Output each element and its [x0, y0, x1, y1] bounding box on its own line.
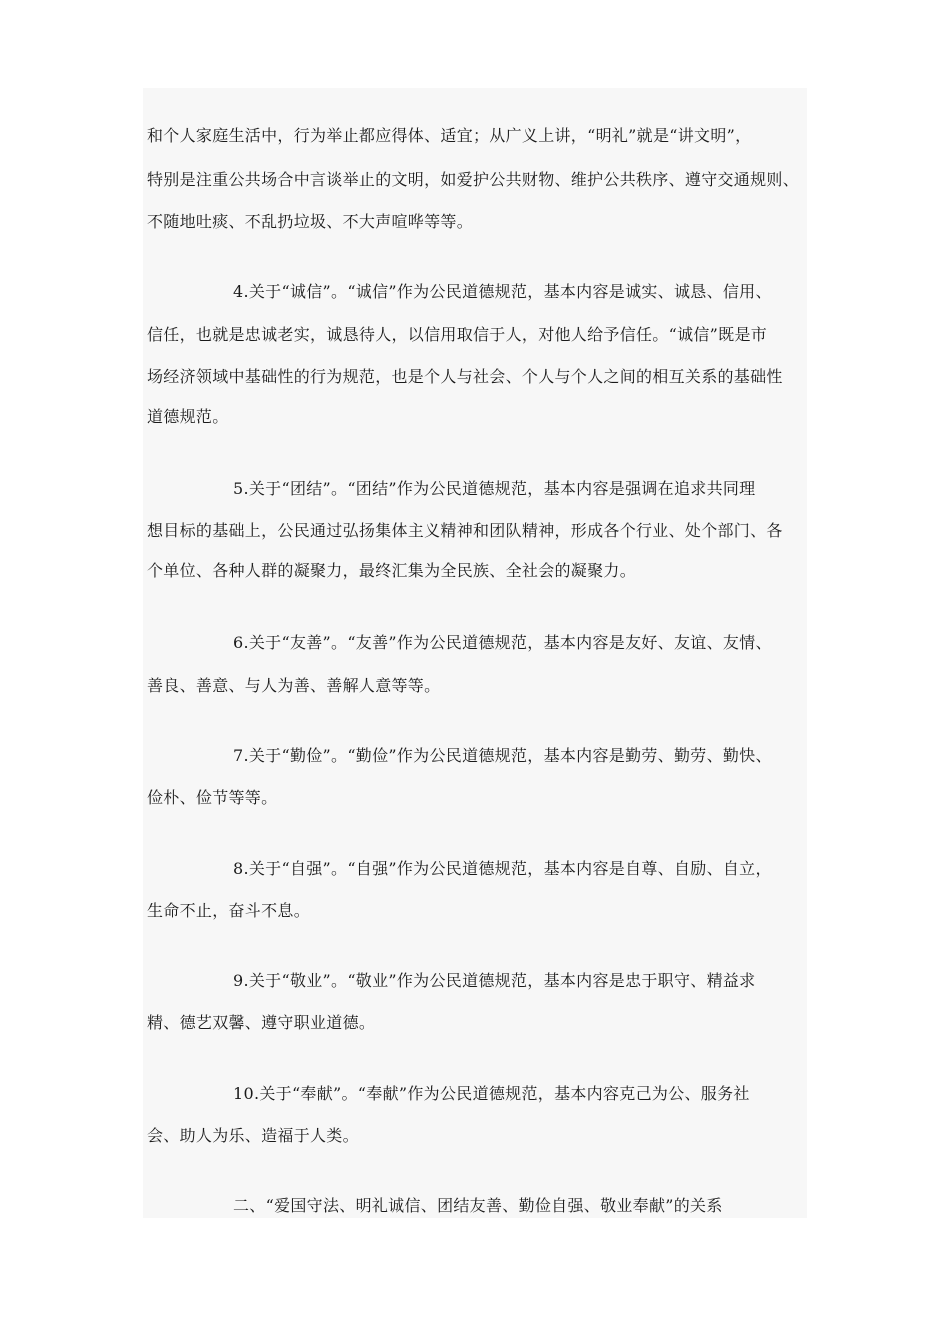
paragraph-line: 生命不止，奋斗不息。 — [147, 901, 311, 920]
paragraph-line: 4.关于“诚信”。“诚信”作为公民道德规范，基本内容是诚实、诚恳、信用、 — [233, 282, 772, 301]
paragraph-line: 精、德艺双馨、遵守职业道德。 — [147, 1013, 376, 1032]
paragraph-line: 会、助人为乐、造福于人类。 — [147, 1126, 359, 1145]
paragraph-line: 个单位、各种人群的凝聚力，最终汇集为全民族、全社会的凝聚力。 — [147, 561, 637, 580]
paragraph-line: 场经济领域中基础性的行为规范，也是个人与社会、个人与个人之间的相互关系的基础性 — [147, 367, 783, 386]
paragraph-line: 9.关于“敬业”。“敬业”作为公民道德规范，基本内容是忠于职守、精益求 — [233, 971, 756, 990]
page-background-band — [143, 88, 807, 1218]
paragraph-line: 信任，也就是忠诚老实，诚恳待人，以信用取信于人，对他人给予信任。“诚信”既是市 — [147, 325, 768, 344]
paragraph-line: 8.关于“自强”。“自强”作为公民道德规范，基本内容是自尊、自励、自立， — [233, 859, 772, 878]
paragraph-line: 不随地吐痰、不乱扔垃圾、不大声喧哗等等。 — [147, 212, 474, 231]
paragraph-line: 7.关于“勤俭”。“勤俭”作为公民道德规范，基本内容是勤劳、勤劳、勤快、 — [233, 746, 772, 765]
paragraph-line: 善良、善意、与人为善、善解人意等等。 — [147, 676, 441, 695]
paragraph-line: 和个人家庭生活中，行为举止都应得体、适宜；从广义上讲，“明礼”就是“讲文明”， — [147, 126, 752, 145]
section-heading: 二、“爱国守法、明礼诚信、团结友善、勤俭自强、敬业奉献”的关系 — [233, 1196, 723, 1215]
paragraph-line: 想目标的基础上，公民通过弘扬集体主义精神和团队精神，形成各个行业、处个部门、各 — [147, 521, 783, 540]
paragraph-line: 特别是注重公共场合中言谈举止的文明，如爱护公共财物、维护公共秩序、遵守交通规则、 — [147, 170, 800, 189]
paragraph-line: 6.关于“友善”。“友善”作为公民道德规范，基本内容是友好、友谊、友情、 — [233, 633, 772, 652]
paragraph-line: 俭朴、俭节等等。 — [147, 788, 278, 807]
paragraph-line: 5.关于“团结”。“团结”作为公民道德规范，基本内容是强调在追求共同理 — [233, 479, 756, 498]
paragraph-line: 10.关于“奉献”。“奉献”作为公民道德规范，基本内容克己为公、服务社 — [233, 1084, 750, 1103]
paragraph-line: 道德规范。 — [147, 407, 229, 426]
